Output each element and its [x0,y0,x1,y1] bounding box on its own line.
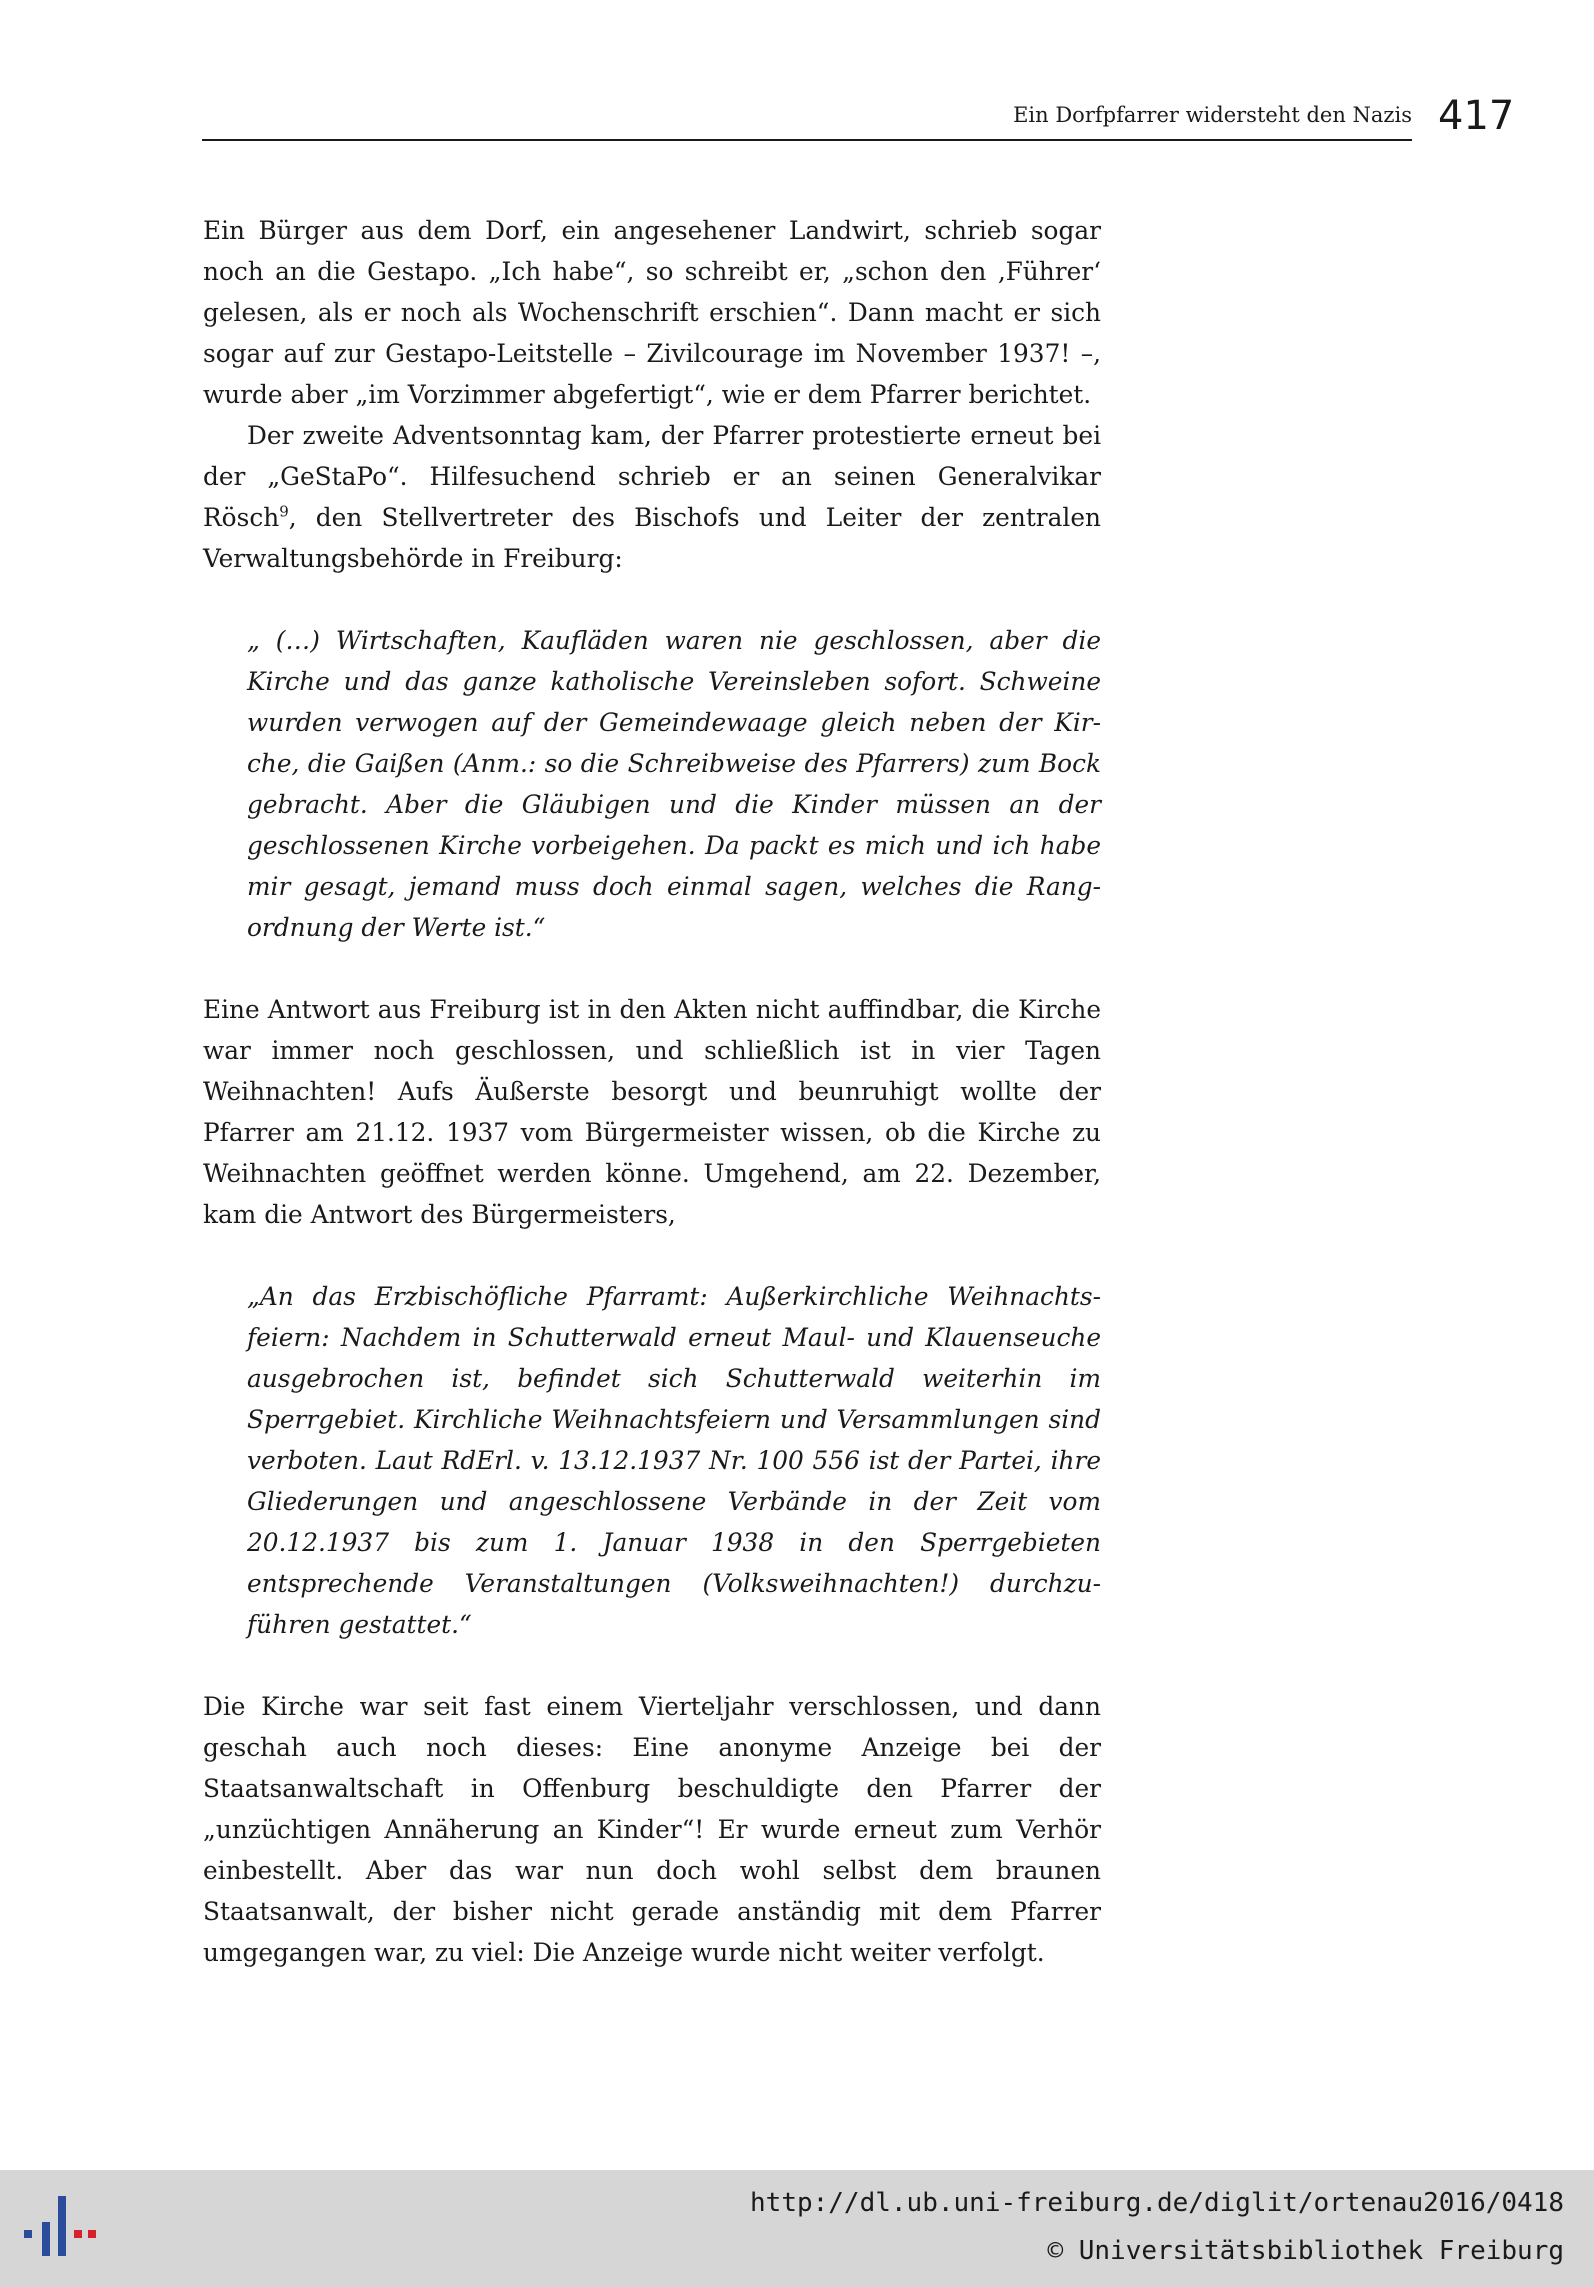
running-title: Ein Dorfpfarrer widersteht den Nazis [1013,103,1412,127]
footer-url-link[interactable]: http://dl.ub.uni-freiburg.de/diglit/ortenau2016/0418 [750,2188,1564,2218]
block-quote-1: „ (…) Wirtschaften, Kaufläden waren nie geschlossen, aber die Kirche und das ganze katholische Vereinsleben sofort. Schweine wurden verwogen auf der Gemeindewaage gleich neben der Kirche, die Gaißen (Anm.: so die Schreibweise des Pfarrers) zum Bock gebracht. Aber die Gläubigen und die Kinder müssen an der geschlossenen Kirche vorbeigehen. Da packt es mich und ich habe mir gesagt, jemand muss doch einmal sagen, welches die Rangordnung der Werte ist.“ [247,626,1101,942]
paragraph-1: Ein Bürger aus dem Dorf, ein angesehener Landwirt, schrieb sogar noch an die Gestapo. „Ich habe“, so schreibt er, „schon den ‚Führer‘ gelesen, als er noch als Wochenschrift erschien“. Dann macht er sich sogar auf zur Gestapo-Leitstelle – Zivilcourage im November 1937! –, wurde aber „im Vorzimmer abgefertigt“, wie er dem Pfarrer berichtet. [203,216,1101,409]
paragraph-2 [203,415,1101,579]
paragraph-3: Eine Antwort aus Freiburg ist in den Akten nicht auffindbar, die Kirche war immer noch geschlossen, und schließlich ist in vier Tagen Weihnachten! Aufs Äußerste besorgt und beunruhigt wollte der Pfarrer am 21.12. 1937 vom Bürgermeister wissen, ob die Kirche zu Weihnachten geöffnet werden könne. Umgehend, am 22. Dezember, kam die Antwort des Bürgermeisters, [203,995,1101,1229]
block-quote-2: „An das Erzbischöfliche Pfarramt: Außerkirchliche Weihnachtsfeiern: Nachdem in Schutterwald erneut Maul- und Klauenseuche ausgebrochen ist, befindet sich Schutterwald weiterhin im Sperrgebiet. Kirchliche Weihnachtsfeiern und Versammlungen sind verboten. Laut RdErl. v. 13.12.1937 Nr. 100 556 ist der Partei, ihre Gliederungen und angeschlossene Verbände in der Zeit vom 20.12.1937 bis zum 1. Januar 1938 in den Sperrgebieten entsprechende Veranstaltungen (Volksweihnachten!) durchzuführen gestattet.“ [247,1282,1101,1639]
main-text [203,210,1101,1973]
header-rule [202,139,1412,141]
page-number: 417 [1438,93,1515,139]
ub-freiburg-logo-icon [20,2192,100,2272]
footnote-marker[interactable]: 9 [279,502,289,521]
paragraph-2-text-b: , den Stellvertreter des Bischofs und Leiter der zentralen Verwaltungsbehörde in Freiburg: [203,503,1101,573]
paragraph-2-text-a: Der zweite Adventsonntag kam, der Pfarrer protestierte erneut bei der „GeStaPo“. Hilfesuchend schrieb er an seinen Generalvikar Rösch [203,421,1101,532]
running-head [202,95,1412,141]
footer-bar [0,2170,1594,2287]
paragraph-4: Die Kirche war seit fast einem Vierteljahr verschlossen, und dann geschah auch noch dieses: Eine anonyme Anzeige bei der Staatsanwaltschaft in Offenburg beschuldigte den Pfarrer der „unzüchtigen Annäherung an Kinder“! Er wurde erneut zum Verhör einbestellt. Aber das war nun doch wohl selbst dem braunen Staatsanwalt, der bisher nicht gerade anständig mit dem Pfarrer umgegangen war, zu viel: Die Anzeige wurde nicht weiter verfolgt. [203,1692,1101,1967]
footer-copyright: © Universitätsbibliothek Freiburg [1047,2236,1564,2266]
